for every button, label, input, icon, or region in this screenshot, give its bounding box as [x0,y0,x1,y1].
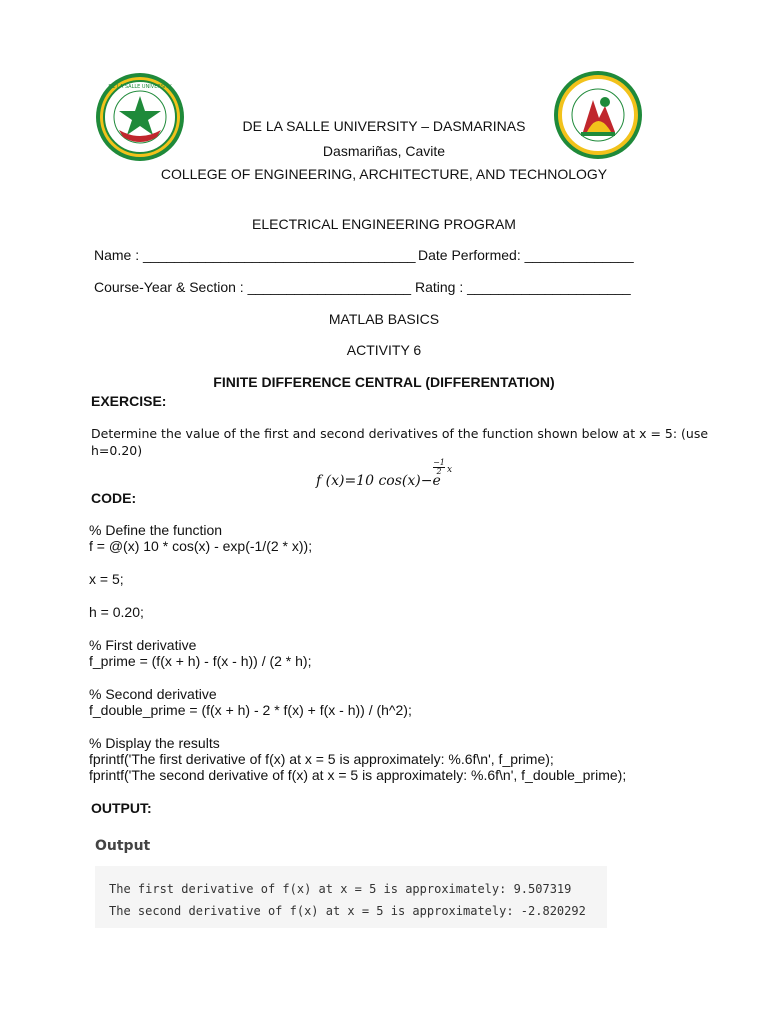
output-console [95,866,607,928]
code-line-function: f = @(x) 10 * cos(x) - exp(-1/(2 * x)); [89,538,313,554]
formula-base: f (x)=10 cos(x)−e [316,473,441,489]
code-comment-display: % Display the results [89,735,220,751]
code-line-h: h = 0.20; [89,604,144,620]
subject-title: MATLAB BASICS [328,311,440,327]
exercise-text-line1: Determine the value of the first and second derivatives of the function shown below at x = 5: (use [91,426,709,441]
code-line-fprintf-second: fprintf('The second derivative of f(x) at x = 5 is approximately: %.6f\n', f_double_prime); [89,767,627,783]
function-formula [316,473,441,489]
program-name: ELECTRICAL ENGINEERING PROGRAM [252,216,516,232]
university-location: Dasmariñas, Cavite [322,143,446,159]
code-comment-second: % Second derivative [89,686,217,702]
exercise-text-line2: h=0.20) [91,443,143,458]
output-panel-title: Output [95,838,151,854]
topic-title: FINITE DIFFERENCE CENTRAL (DIFFERENTATION) [213,374,555,390]
name-field: Name : ___________________________________ [94,247,416,263]
university-name: DE LA SALLE UNIVERSITY – DASMARINAS [242,118,526,134]
svg-text:DE LA SALLE UNIVERSITY: DE LA SALLE UNIVERSITY [108,84,172,90]
code-line-second-derivative: f_double_prime = (f(x + h) - 2 * f(x) + f(x - h)) / (h^2); [89,702,412,718]
college-name: COLLEGE OF ENGINEERING, ARCHITECTURE, AND TECHNOLOGY [160,166,608,182]
formula-exponent-variable: x [447,465,453,475]
date-performed-field: Date Performed: ______________ [418,247,634,263]
formula-exponent-denominator: 2 [436,467,442,476]
activity-title: ACTIVITY 6 [346,342,422,358]
code-comment-define: % Define the function [89,522,223,538]
output-line-second: The second derivative of f(x) at x = 5 is approximately: -2.820292 [109,904,586,918]
course-section-field: Course-Year & Section : _____________________ [94,279,412,295]
output-line-first: The first derivative of f(x) at x = 5 is approximately: 9.507319 [109,882,572,896]
code-line-fprintf-first: fprintf('The first derivative of f(x) at x = 5 is approximately: %.6f\n', f_prime); [89,751,554,767]
formula-exponent-fraction [433,459,445,476]
code-heading: CODE: [91,490,137,506]
formula-exponent-numerator: −1 [433,458,445,467]
code-line-x: x = 5; [89,571,124,587]
code-line-first-derivative: f_prime = (f(x + h) - f(x - h)) / (2 * h); [89,653,312,669]
rating-field: Rating : _____________________ [415,279,631,295]
code-comment-first: % First derivative [89,637,197,653]
exercise-heading: EXERCISE: [91,393,167,409]
output-heading: OUTPUT: [91,800,152,816]
